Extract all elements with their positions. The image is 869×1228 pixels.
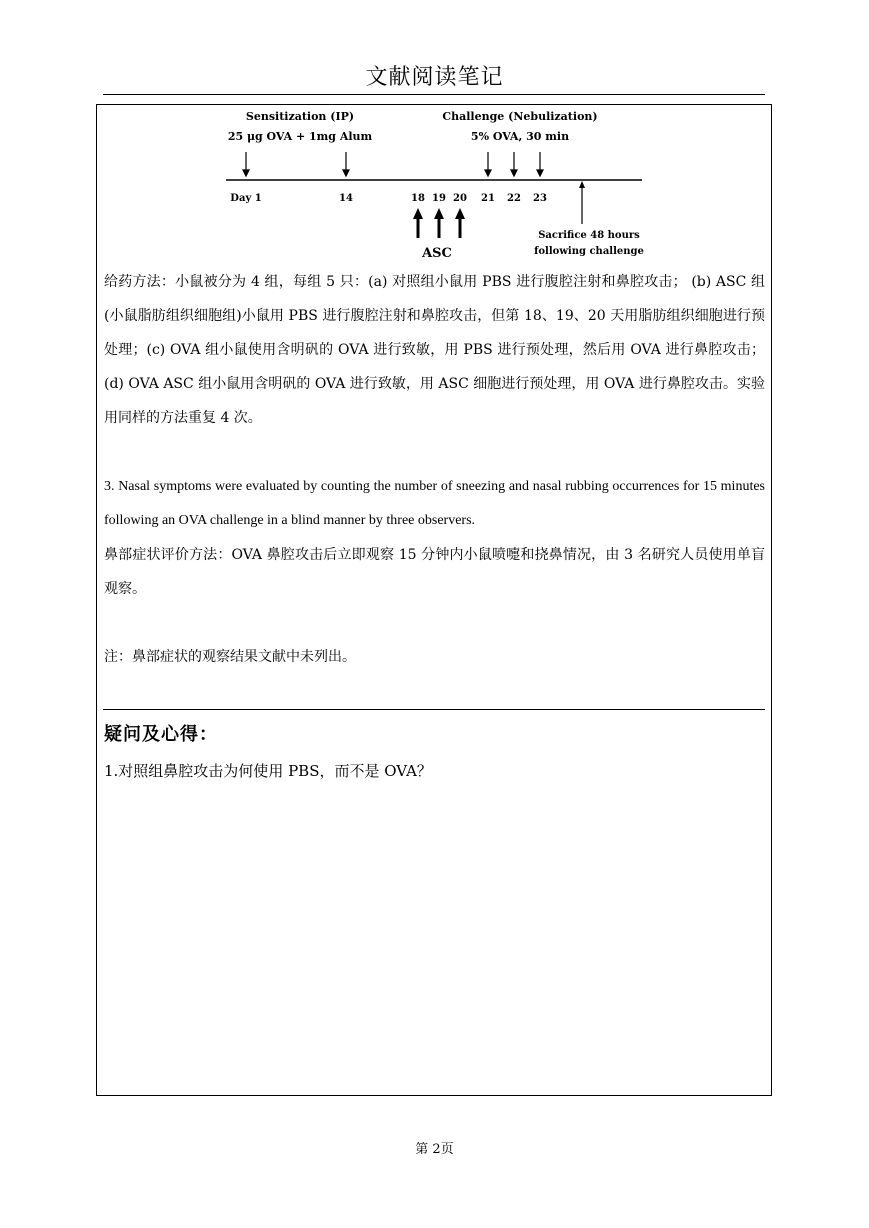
day-label-21: 21 <box>481 193 495 204</box>
asc-arrowhead-day-20 <box>455 208 465 219</box>
asc-label: ASC <box>422 246 452 261</box>
day-label-23: 23 <box>533 193 547 204</box>
sensitization-dose: 25 μg OVA + 1mg Alum <box>227 130 373 143</box>
arrowhead-day-22 <box>511 170 517 176</box>
asc-arrowhead-day-19 <box>434 208 444 219</box>
arrowhead-day-1 <box>243 170 249 176</box>
note-paragraph: 注：鼻部症状的观察结果文献中未列出。 <box>104 649 356 665</box>
day-label-19: 19 <box>432 193 446 204</box>
experiment-timeline <box>220 106 660 266</box>
day-label-14: 14 <box>339 193 353 204</box>
challenge-dose: 5% OVA, 30 min <box>470 130 570 143</box>
header-rule <box>103 94 765 95</box>
day-label-18: 18 <box>411 193 425 204</box>
sacrifice-label-line2: following challenge <box>534 246 644 257</box>
page-number: 第 2页 <box>415 1142 454 1157</box>
day-label-22: 22 <box>507 193 521 204</box>
asc-arrowhead-day-18 <box>413 208 423 219</box>
document-title: 文献阅读笔记 <box>365 65 504 90</box>
sensitization-arrows <box>243 152 349 176</box>
section-divider <box>103 709 765 710</box>
arrowhead-day-14 <box>343 170 349 176</box>
questions-heading: 疑问及心得： <box>104 724 218 745</box>
day-label-1: Day 1 <box>230 193 262 204</box>
nasal-symptoms-english: 3. Nasal symptoms were evaluated by counting the number of sneezing and nasal rubbing occurrences for 15 minutes following an OVA challenge in a blind manner by three observers. <box>104 479 765 528</box>
arrowhead-day-23 <box>537 170 543 176</box>
nasal-symptoms-chinese: 鼻部症状评价方法：OVA 鼻腔攻击后立即观察 15 分钟内小鼠喷嚏和挠鼻情况，由 3 名研究人员使用单盲观察。 <box>104 547 765 597</box>
challenge-arrows <box>485 152 543 176</box>
sensitization-title: Sensitization (IP) <box>245 110 355 123</box>
arrowhead-day-21 <box>485 170 491 176</box>
dosing-method-paragraph: 给药方法：小鼠被分为 4 组，每组 5 只：(a) 对照组小鼠用 PBS 进行腹腔注射和鼻腔攻击； (b) ASC 组(小鼠脂肪组织细胞组)小鼠用 PBS 进行腹腔注射和鼻腔攻击，但第 18、19、20 天用脂肪组织细胞进行预处理；(c) OVA 组小鼠使用含明矾的 OVA 进行致敏，用 PBS 进行预处理，然后用 OVA 进行鼻腔攻击； (d) OVA ASC 组小鼠用含明矾的 OVA 进行致敏，用 ASC 细胞进行预处理，用 OVA 进行鼻腔攻击。实验用同样的方法重复 4 次。 <box>104 274 765 426</box>
day-label-20: 20 <box>453 193 467 204</box>
sacrifice-label-line1: Sacrifice 48 hours <box>538 230 640 241</box>
question-item-1: 1.对照组鼻腔攻击为何使用 PBS，而不是 OVA？ <box>104 762 432 780</box>
asc-arrows <box>413 208 465 238</box>
sacrifice-arrowhead <box>579 181 585 188</box>
challenge-title: Challenge (Nebulization) <box>442 110 598 123</box>
